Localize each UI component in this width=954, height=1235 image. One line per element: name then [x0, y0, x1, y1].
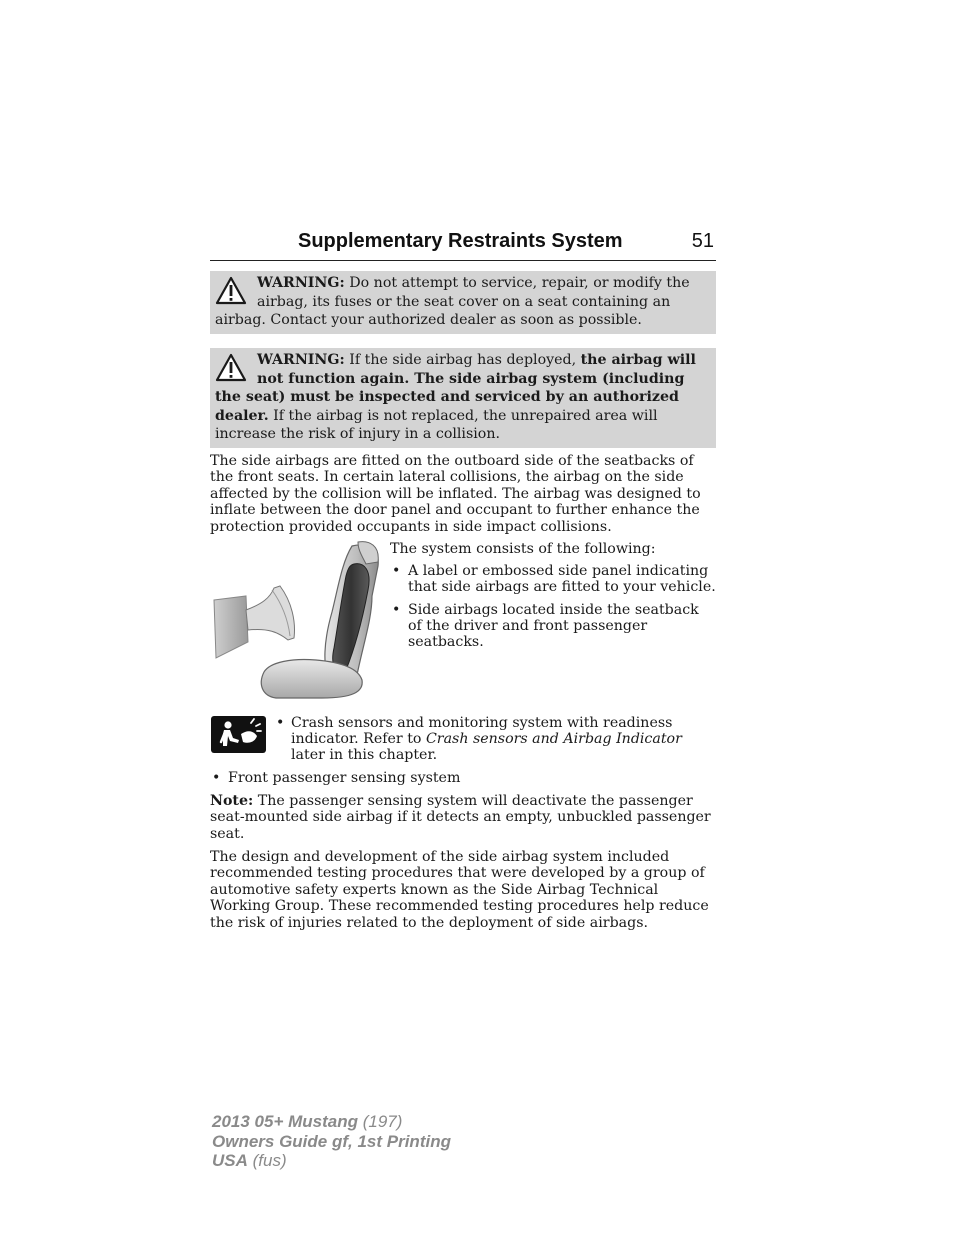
list-item [276, 715, 716, 764]
note-paragraph [210, 793, 716, 842]
bullet-mark: • [212, 770, 221, 786]
warning-text-bold: the airbag will not function again. The side airbag system (including the seat) must be inspected and serviced by an authorized dealer. [215, 352, 696, 424]
warning-box-1 [210, 271, 716, 334]
page-header [210, 230, 716, 261]
warning-text: Do not attempt to service, repair, or modify the airbag, its fuses or the seat cover on a seat containing an airbag. Contact your authorized dealer as soon as possible. [215, 275, 690, 329]
warning-box-2 [210, 348, 716, 448]
footer-market-code: (fus) [247, 1151, 287, 1170]
print-footer [212, 1112, 451, 1171]
footer-guide: Owners Guide gf, 1st Printing [212, 1131, 451, 1151]
warning-text-start: If the side airbag has deployed, [344, 352, 581, 368]
design-paragraph: The design and development of the side airbag system included recommended testing procedures that were developed by a group of automotive safety experts known as the Side Airbag Technical Working Group. These recommended testing procedures help reduce the risk of injuries related to the deployment of side airbags. [210, 849, 709, 931]
list-item [392, 602, 716, 651]
bullet-mark: • [392, 602, 401, 618]
section-title: Supplementary Restraints System [298, 230, 623, 252]
footer-model-code: (197) [358, 1112, 403, 1131]
warning-text-end: If the airbag is not replaced, the unrepaired area will increase the risk of injury in a collision. [215, 407, 658, 443]
list-item-text: Front passenger sensing system [228, 770, 461, 786]
warning-triangle-icon [215, 353, 249, 385]
list-item [212, 770, 716, 786]
side-airbag-paragraph: The side airbags are fitted on the outboard side of the seatbacks of the front seats. In certain lateral collisions, the airbag on the side affected by the collision will be inflated. The airbag was designed to inflate between the door panel and occupant to further enhance the protection provided occupants in side impact collisions. [210, 453, 701, 535]
warning-triangle-icon [215, 276, 249, 308]
footer-market: USA [212, 1151, 248, 1170]
page-number: 51 [691, 230, 714, 252]
airbag-indicator-icon [211, 716, 266, 753]
note-text: The passenger sensing system will deactivate the passenger seat-mounted side airbag if it detects an empty, unbuckled passenger seat. [210, 793, 711, 842]
system-intro: The system consists of the following: [390, 541, 656, 557]
seat-airbag-illustration [212, 540, 388, 702]
warning-label: WARNING: [257, 275, 345, 291]
warning-label: WARNING: [257, 352, 345, 368]
list-item-text-end: later in this chapter. [291, 747, 438, 764]
list-item [392, 563, 716, 595]
bullet-mark: • [276, 715, 285, 731]
reference-link-text: Crash sensors and Airbag Indicator [425, 731, 682, 748]
bullet-mark: • [392, 563, 401, 579]
note-label: Note: [210, 793, 254, 809]
list-item-text: Crash sensors and monitoring system with readiness indicator. Refer to [291, 715, 673, 748]
list-item-text: Side airbags located inside the seatback of the driver and front passenger seatbacks. [408, 602, 699, 651]
list-item-text: A label or embossed side panel indicating that side airbags are fitted to your vehicle. [408, 563, 716, 596]
footer-model: 2013 05+ Mustang [212, 1112, 358, 1131]
